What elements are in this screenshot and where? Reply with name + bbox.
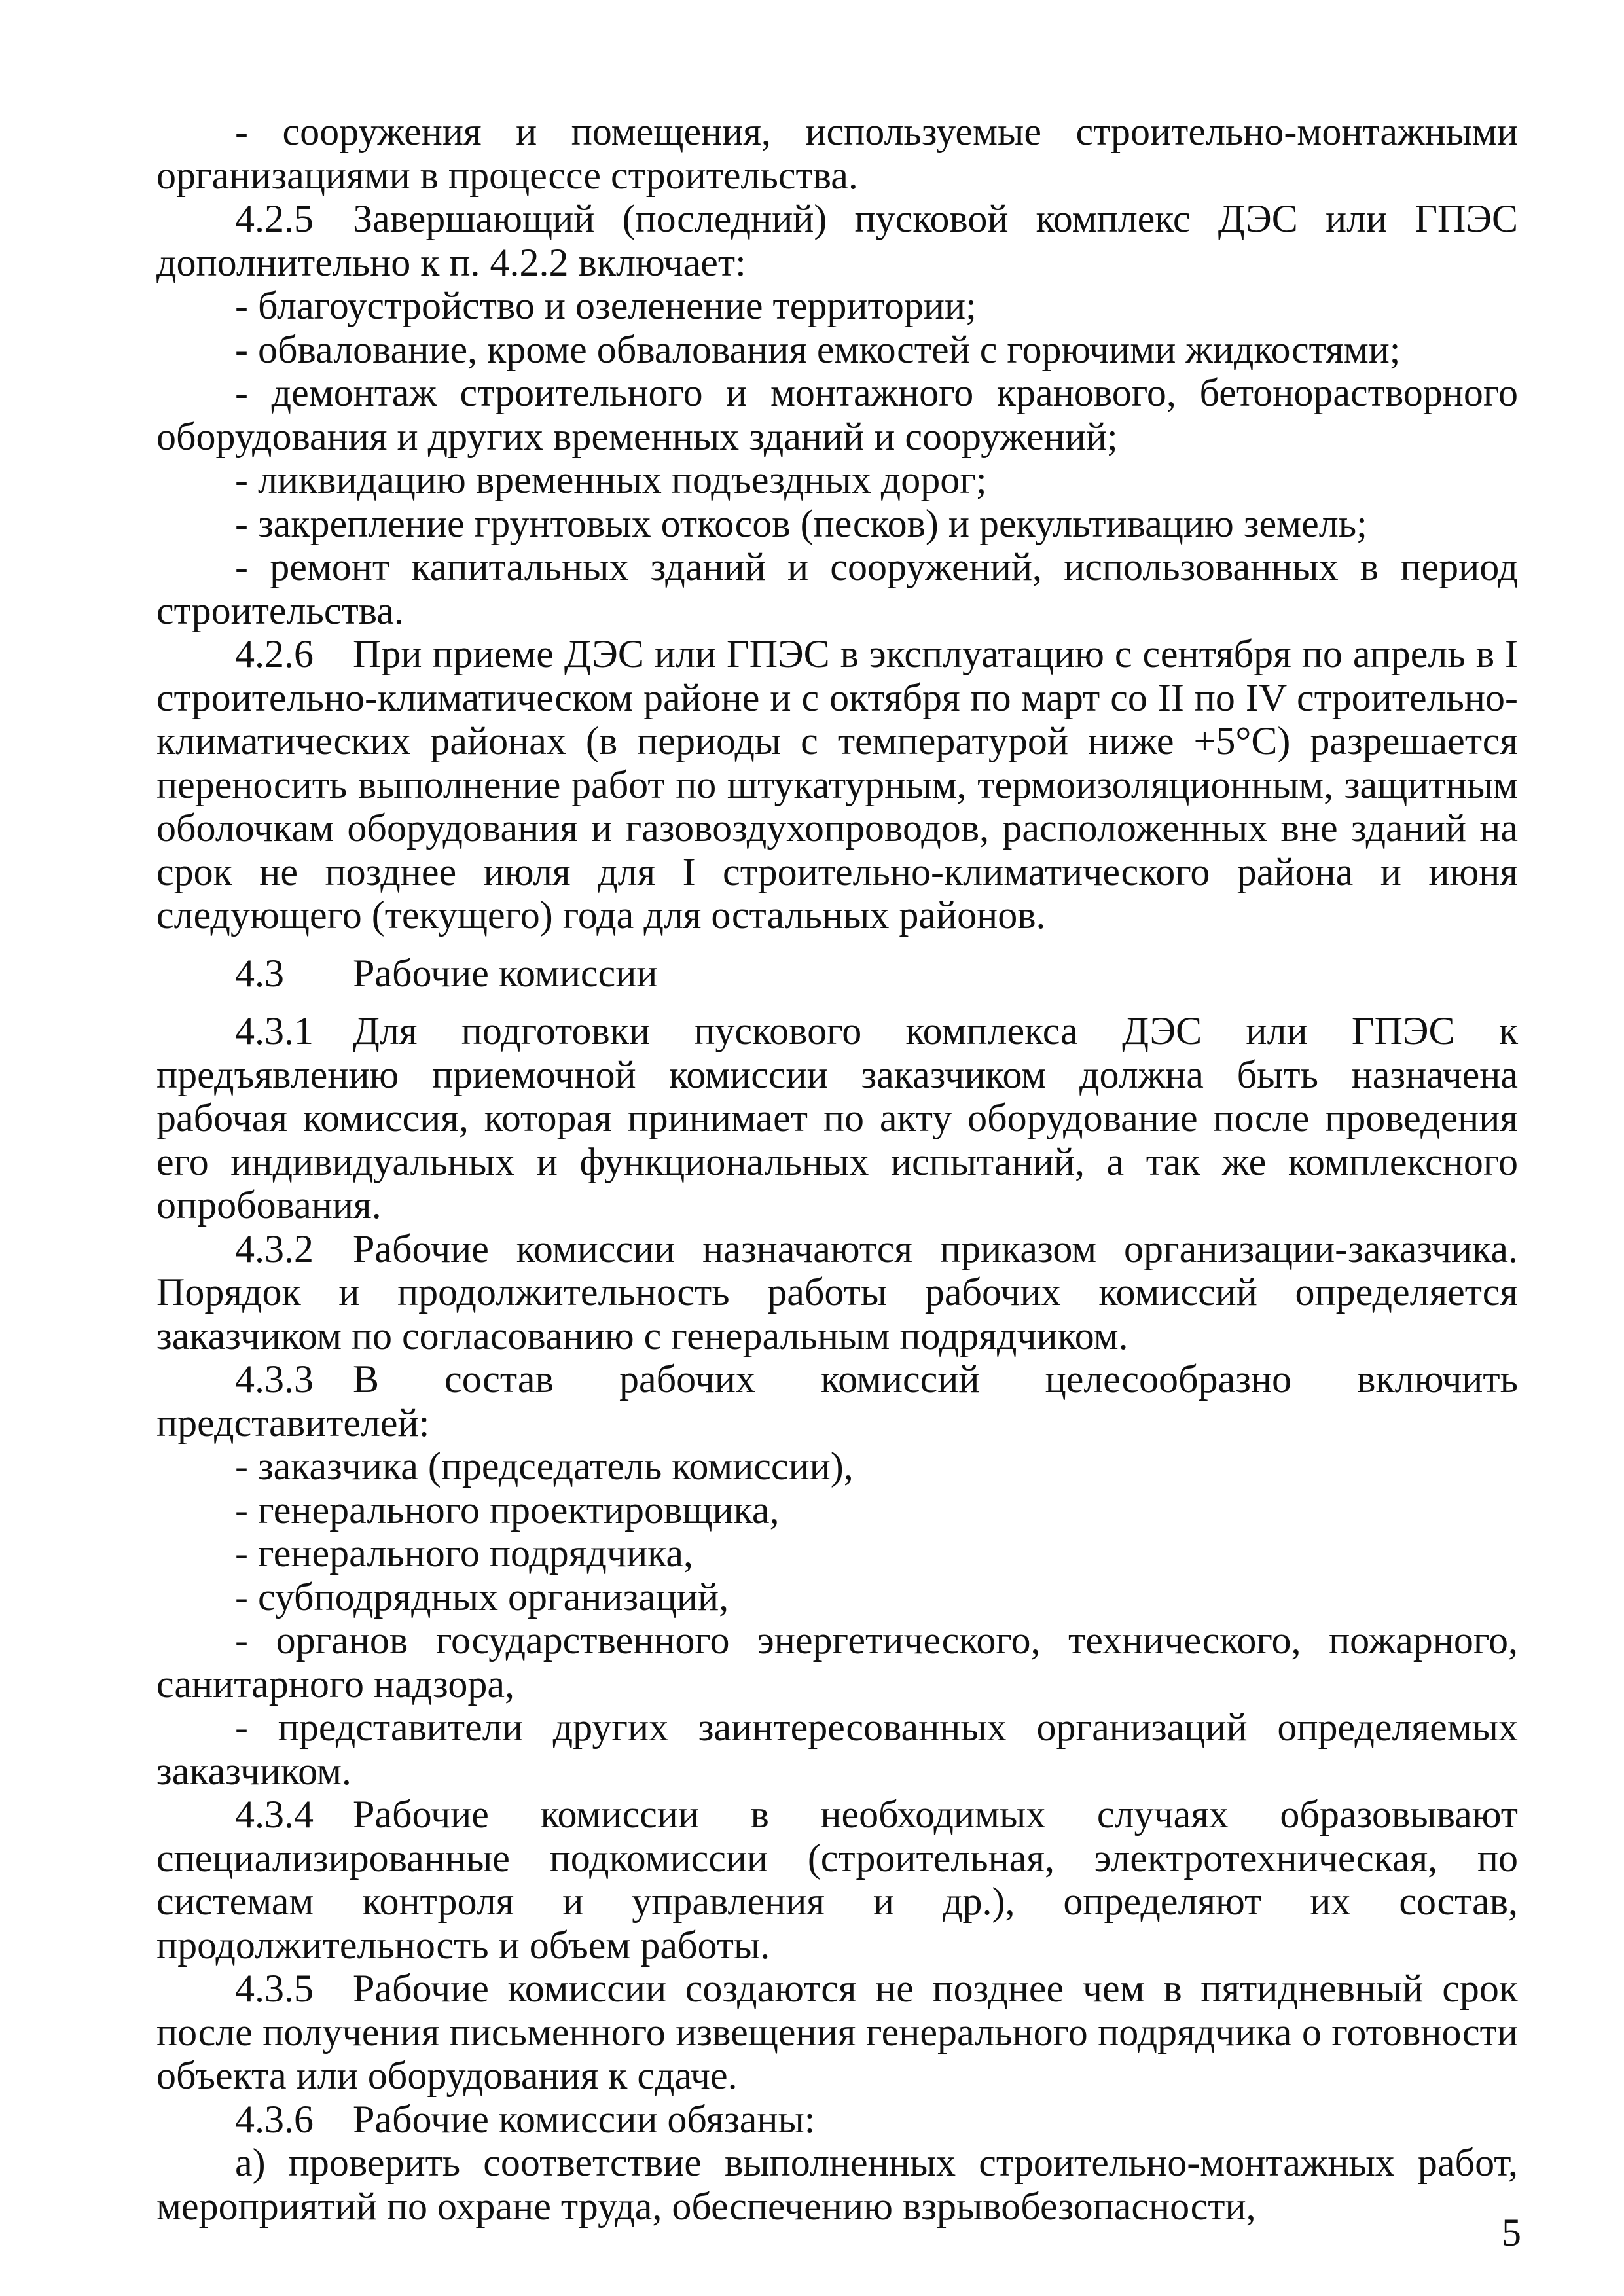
section-title: Рабочие комиссии — [353, 951, 658, 995]
page-body — [156, 110, 1518, 2228]
list-item: - ремонт капитальных зданий и сооружений, использованных в период строительства. — [156, 545, 1518, 632]
list-item: - благоустройство и озеленение территории; — [235, 284, 977, 327]
clause-text: Для подготовки пускового комплекса ДЭС или ГПЭС к предъявлению приемочной комиссии заказчиком должна быть назначена рабочая комиссия, которая принимает по акту оборудование после проведения его индивидуальных и функциональных испытаний, а так же комплексного опробования. — [156, 1009, 1518, 1227]
clause-number: 4.2.6 — [235, 632, 314, 675]
clause-text: Рабочие комиссии обязаны: — [353, 2097, 816, 2141]
clause-4-3-5 — [156, 1967, 1518, 2098]
clause-text: Рабочие комиссии в необходимых случаях образовывают специализированные подкомиссии (строительная, электротехническая, по системам контроля и управления и др.), определяют их состав, продолжительность и объем работы. — [156, 1793, 1518, 1967]
clause-4-2-6 — [156, 632, 1518, 937]
clause-text: Рабочие комиссии назначаются приказом организации-заказчика. Порядок и продолжительность работы рабочих комиссий определяется заказчиком по согласованию с генеральным подрядчиком. — [156, 1227, 1518, 1357]
clause-number: 4.2.5 — [235, 197, 314, 240]
list-item: - представители других заинтересованных организаций определяемых заказчиком. — [156, 1706, 1518, 1793]
clause-4-3-6 — [156, 2098, 1518, 2142]
list-item: - органов государственного энергетического, технического, пожарного, санитарного надзора, — [156, 1619, 1518, 1706]
list-item: - сооружения и помещения, используемые строительно-монтажными организациями в процессе строительства. — [156, 110, 1518, 197]
list-item: а) проверить соответствие выполненных строительно-монтажных работ, мероприятий по охране труда, обеспечению взрывобезопасности, — [156, 2141, 1518, 2228]
clause-4-3-4 — [156, 1793, 1518, 1967]
clause-number: 4.3.6 — [235, 2097, 314, 2141]
section-heading-4-3 — [156, 952, 1518, 996]
list-item: - генерального подрядчика, — [235, 1532, 694, 1575]
clause-4-3-2 — [156, 1227, 1518, 1358]
list-item: - закрепление грунтовых откосов (песков) и рекультивацию земель; — [235, 501, 1367, 545]
list-item: - генерального проектировщика, — [235, 1488, 780, 1532]
clause-4-3-3 — [156, 1357, 1518, 1444]
clause-text: Завершающий (последний) пусковой комплекс ДЭС или ГПЭС дополнительно к п. 4.2.2 включает: — [156, 197, 1518, 284]
page-number: 5 — [1502, 2211, 1521, 2254]
list-item: - субподрядных организаций, — [235, 1575, 729, 1619]
clause-4-3-1 — [156, 1009, 1518, 1227]
clause-number: 4.3.1 — [235, 1009, 314, 1052]
clause-number: 4.3.2 — [235, 1227, 314, 1270]
list-item: - ликвидацию временных подъездных дорог; — [235, 458, 987, 501]
clause-4-2-5 — [156, 197, 1518, 284]
clause-text: Рабочие комиссии создаются не позднее чем в пятидневный срок после получения письменного извещения генерального подрядчика о готовности объекта или оборудования к сдаче. — [156, 1967, 1518, 2097]
section-number: 4.3 — [235, 951, 284, 995]
clause-number: 4.3.3 — [235, 1357, 314, 1401]
clause-text: В состав рабочих комиссий целесообразно включить представителей: — [156, 1357, 1518, 1444]
clause-number: 4.3.4 — [235, 1793, 314, 1836]
list-item: - обвалование, кроме обвалования емкостей с горючими жидкостями; — [235, 327, 1401, 371]
clause-text: При приеме ДЭС или ГПЭС в эксплуатацию с сентября по апрель в I строительно-климатическом районе и с октября по март со II по IV строительно-климатических районах (в периоды с температурой ниже +5°С) разрешается переносить выполнение работ по штукатурным, термоизоляционным, защитным оболочкам оборудования и газовоздухопроводов, расположенных вне зданий на срок не позднее июля для I строительно-климатического района и июня следующего (текущего) года для остальных районов. — [156, 632, 1518, 937]
list-item: - заказчика (председатель комиссии), — [235, 1444, 854, 1488]
clause-number: 4.3.5 — [235, 1967, 314, 2010]
list-item: - демонтаж строительного и монтажного кранового, бетонорастворного оборудования и других временных зданий и сооружений; — [156, 371, 1518, 458]
